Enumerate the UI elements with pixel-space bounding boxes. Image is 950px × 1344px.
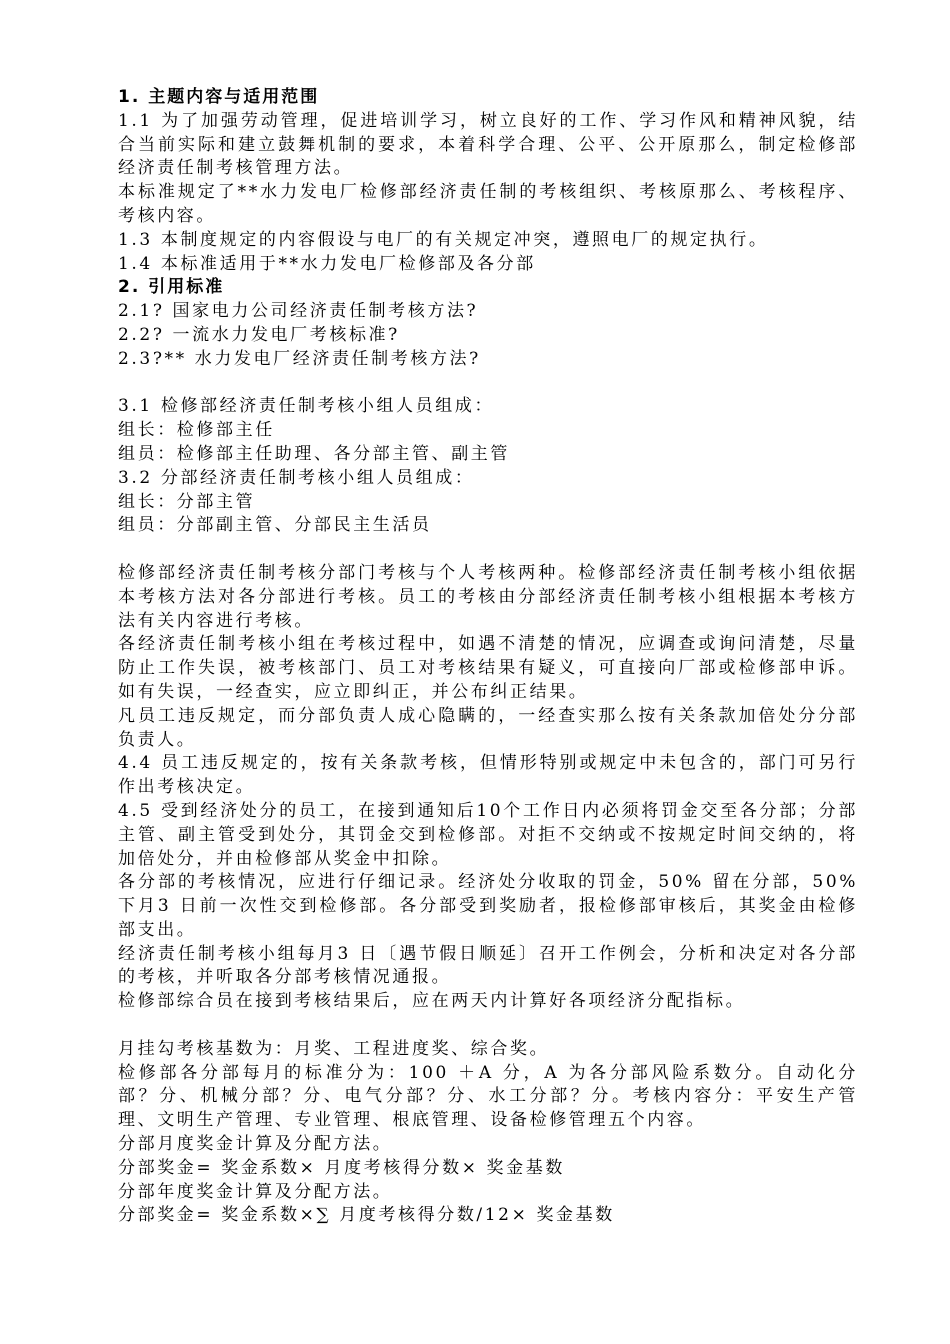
blank-line <box>118 538 858 562</box>
section-heading: 1. 主题内容与适用范围 <box>118 87 320 107</box>
formula-line: 分部奖金= 奖金系数×∑ 月度考核得分数/12× 奖金基数 <box>118 1205 615 1226</box>
paragraph: 2.3?** 水力发电厂经济责任制考核方法? <box>118 348 481 369</box>
paragraph: 3.2 分部经济责任制考核小组人员组成： <box>118 467 475 488</box>
paragraph: 各经济责任制考核小组在考核过程中，如遇不清楚的情况，应调查或询问清楚，尽量防止工作失误，被考核部门、员工对考核结果有疑义，可直接向厂部或检修部申诉。如有失误，一经查实，应立即纠正，并公布纠正结果。 <box>118 634 858 702</box>
paragraph: 1.4 本标准适用于**水力发电厂检修部及各分部 <box>118 253 536 274</box>
paragraph: 经济责任制考核小组每月3 日〔遇节假日顺延〕召开工作例会，分析和决定对各分部的考核，并听取各分部考核情况通报。 <box>118 943 858 988</box>
paragraph: 1.3 本制度规定的内容假设与电厂的有关规定冲突，遵照电厂的规定执行。 <box>118 229 769 250</box>
paragraph: 分部月度奖金计算及分配方法。 <box>118 1134 393 1155</box>
paragraph: 组员：检修部主任助理、各分部主管、副主管 <box>118 443 510 464</box>
paragraph: 检修部经济责任制考核分部门考核与个人考核两种。检修部经济责任制考核小组依据本考核方法对各分部进行考核。员工的考核由分部经济责任制考核小组根据本考核方法有关内容进行考核。 <box>118 562 858 631</box>
formula-line: 分部奖金= 奖金系数× 月度考核得分数× 奖金基数 <box>118 1157 565 1178</box>
paragraph: 凡员工违反规定，而分部负责人成心隐瞒的，一经查实那么按有关条款加倍处分分部负责人。 <box>118 705 858 750</box>
paragraph: 2.1? 国家电力公司经济责任制考核方法? <box>118 301 479 322</box>
blank-line <box>118 1014 858 1038</box>
section-heading: 2. 引用标准 <box>118 277 225 298</box>
paragraph: 4.4 员工违反规定的，按有关条款考核，但情形特别或规定中未包含的，部门可另行作出考核决定。 <box>118 753 858 798</box>
paragraph: 4.5 受到经济处分的员工，在接到通知后10个工作日内必须将罚金交至各分部；分部主管、副主管受到处分，其罚金交到检修部。对拒不交纳或不按规定时间交纳的，将加倍处分，并由检修部从奖金中扣除。 <box>118 800 858 869</box>
paragraph: 各分部的考核情况，应进行仔细记录。经济处分收取的罚金，50% 留在分部，50% 下月3 日前一次性交到检修部。各分部受到奖励者，报检修部审核后，其奖金由检修部支出。 <box>118 872 858 940</box>
paragraph: 组员：分部副主管、分部民主生活员 <box>118 515 432 536</box>
paragraph: 组长：检修部主任 <box>118 420 275 441</box>
paragraph: 3.1 检修部经济责任制考核小组人员组成： <box>118 396 495 417</box>
paragraph: 1.1 为了加强劳动管理，促进培训学习，树立良好的工作、学习作风和精神风貌，结合当前实际和建立鼓舞机制的要求，本着科学合理、公平、公开原那么，制定检修部经济责任制考核管理方法。 <box>118 110 858 179</box>
paragraph: 检修部综合员在接到考核结果后，应在两天内计算好各项经济分配指标。 <box>118 991 746 1012</box>
document-page <box>118 86 858 1228</box>
paragraph: 2.2? 一流水力发电厂考核标准? <box>118 324 400 345</box>
paragraph: 组长：分部主管 <box>118 491 256 512</box>
paragraph: 月挂勾考核基数为：月奖、工程进度奖、综合奖。 <box>118 1038 550 1059</box>
paragraph: 分部年度奖金计算及分配方法。 <box>118 1181 393 1202</box>
paragraph: 本标准规定了**水力发电厂检修部经济责任制的考核组织、考核原那么、考核程序、考核内容。 <box>118 182 858 226</box>
paragraph: 检修部各分部每月的标准分为：100 ＋A 分，A 为各分部风险系数分。自动化分部？分、机械分部？分、电气分部？分、水工分部？分。考核内容分：平安生产管理、文明生产管理、专业管理、根底管理、设备检修管理五个内容。 <box>118 1062 858 1131</box>
blank-line <box>118 372 858 396</box>
